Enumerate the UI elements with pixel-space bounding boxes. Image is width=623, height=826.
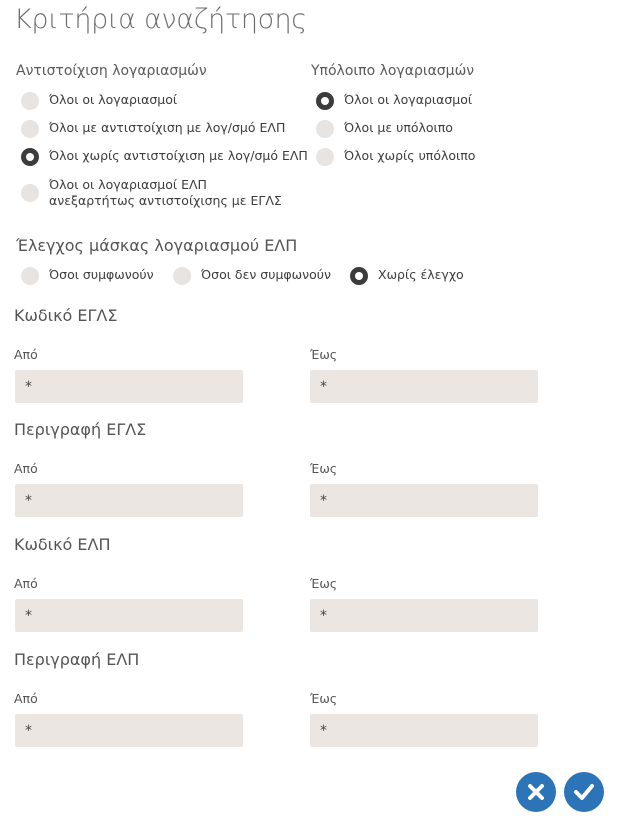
elp-desc-from-input[interactable] — [15, 714, 243, 747]
egls-code-title: Κωδικό ΕΓΛΣ — [14, 306, 118, 325]
elp-desc-to-input[interactable] — [310, 714, 538, 747]
to-label: Έως — [310, 461, 338, 476]
radio-label: Όλοι οι λογαριασμοί ΕΛΠ ανεξαρτήτως αντιστοίχισης με ΕΓΛΣ — [49, 177, 282, 208]
radio-button[interactable] — [316, 148, 334, 166]
radio-button[interactable] — [21, 267, 39, 285]
radio-button[interactable] — [350, 267, 368, 285]
radio-label: Όσοι δεν συμφωνούν — [201, 267, 331, 282]
balance-option-without[interactable] — [316, 148, 475, 166]
from-label: Από — [14, 576, 38, 591]
radio-button[interactable] — [173, 267, 191, 285]
from-label: Από — [14, 347, 38, 362]
mask-option-no-match[interactable] — [173, 267, 331, 285]
radio-label: Όσοι συμφωνούν — [49, 267, 154, 282]
balance-group-title: Υπόλοιπο λογαριασμών — [311, 63, 475, 79]
radio-label: Χωρίς έλεγχο — [378, 267, 464, 282]
radio-label: Όλοι με αντιστοίχιση με λογ/σμό ΕΛΠ — [49, 120, 286, 135]
to-label: Έως — [310, 347, 338, 362]
from-label: Από — [14, 691, 38, 706]
elp-code-to-input[interactable] — [310, 599, 538, 632]
radio-button[interactable] — [21, 184, 39, 202]
check-icon — [573, 782, 595, 802]
page-title: Κριτήρια αναζήτησης — [14, 4, 307, 35]
elp-code-from-input[interactable] — [15, 599, 243, 632]
radio-button[interactable] — [21, 120, 39, 138]
radio-label: Όλοι οι λογαριασμοί — [49, 92, 178, 107]
confirm-button[interactable] — [564, 772, 604, 812]
mask-option-no-check[interactable] — [350, 267, 464, 285]
egls-code-to-input[interactable] — [310, 370, 538, 403]
elp-code-title: Κωδικό ΕΛΠ — [14, 535, 111, 554]
matching-option-all-elp[interactable] — [21, 177, 291, 209]
radio-button[interactable] — [21, 148, 39, 166]
radio-label: Όλοι χωρίς αντιστοίχιση με λογ/σμό ΕΛΠ — [49, 148, 308, 163]
balance-option-with[interactable] — [316, 120, 453, 138]
from-label: Από — [14, 461, 38, 476]
mask-option-match[interactable] — [21, 267, 154, 285]
to-label: Έως — [310, 691, 338, 706]
matching-option-all[interactable] — [21, 92, 177, 110]
egls-desc-to-input[interactable] — [310, 484, 538, 517]
balance-option-all[interactable] — [316, 92, 472, 110]
radio-label: Όλοι οι λογαριασμοί — [344, 92, 473, 107]
to-label: Έως — [310, 576, 338, 591]
matching-group-title: Αντιστοίχιση λογαριασμών — [16, 63, 207, 79]
radio-label: Όλοι με υπόλοιπο — [344, 120, 453, 135]
matching-option-with[interactable] — [21, 120, 285, 138]
radio-button[interactable] — [316, 92, 334, 110]
egls-desc-from-input[interactable] — [15, 484, 243, 517]
egls-code-from-input[interactable] — [15, 370, 243, 403]
radio-button[interactable] — [21, 92, 39, 110]
egls-desc-title: Περιγραφή ΕΓΛΣ — [14, 420, 147, 439]
matching-option-without[interactable] — [21, 148, 308, 166]
mask-group-title: Έλεγχος μάσκας λογαριασμού ΕΛΠ — [16, 236, 298, 255]
radio-label: Όλοι χωρίς υπόλοιπο — [344, 148, 476, 163]
close-icon — [526, 782, 546, 802]
cancel-button[interactable] — [516, 772, 556, 812]
elp-desc-title: Περιγραφή ΕΛΠ — [14, 650, 140, 669]
radio-button[interactable] — [316, 120, 334, 138]
